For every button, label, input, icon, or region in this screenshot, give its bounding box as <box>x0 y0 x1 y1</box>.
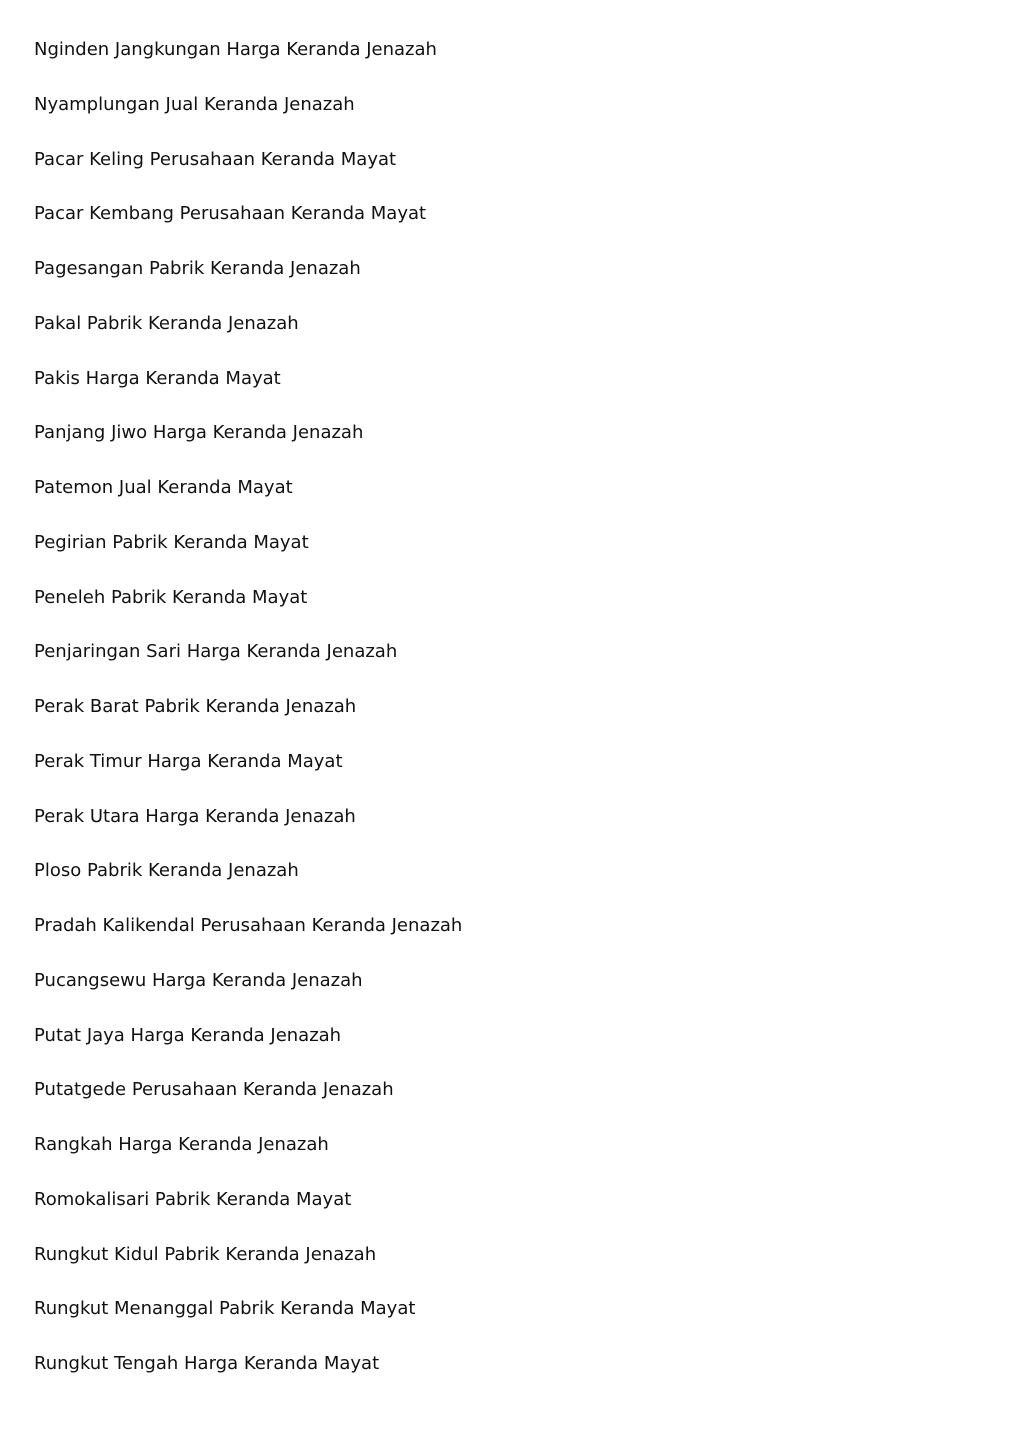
list-item: Nginden Jangkungan Harga Keranda Jenazah <box>34 39 437 60</box>
list-item: Pegirian Pabrik Keranda Mayat <box>34 531 309 553</box>
list-item: Patemon Jual Keranda Mayat <box>34 477 293 498</box>
list-item: Perak Timur Harga Keranda Mayat <box>34 750 343 772</box>
list-item: Perak Utara Harga Keranda Jenazah <box>34 805 356 827</box>
list-item: Putat Jaya Harga Keranda Jenazah <box>34 1024 342 1046</box>
list-item: Pacar Keling Perusahaan Keranda Mayat <box>34 148 397 170</box>
list-item: Perak Barat Pabrik Keranda Jenazah <box>34 696 357 717</box>
list-item: Panjang Jiwo Harga Keranda Jenazah <box>34 422 364 444</box>
list-item: Rungkut Menanggal Pabrik Keranda Mayat <box>34 1298 416 1320</box>
list-item: Pradah Kalikendal Perusahaan Keranda Jenazah <box>34 915 463 936</box>
list-item: Romokalisari Pabrik Keranda Mayat <box>34 1188 352 1210</box>
list-item: Pakal Pabrik Keranda Jenazah <box>34 312 299 334</box>
list-item: Putatgede Perusahaan Keranda Jenazah <box>34 1079 394 1101</box>
list-item: Pacar Kembang Perusahaan Keranda Mayat <box>34 203 427 225</box>
list-item: Rungkut Kidul Pabrik Keranda Jenazah <box>34 1243 377 1265</box>
list-item: Pucangsewu Harga Keranda Jenazah <box>34 969 363 991</box>
list-item: Nyamplungan Jual Keranda Jenazah <box>34 93 355 115</box>
list-item: Penjaringan Sari Harga Keranda Jenazah <box>34 641 398 663</box>
list-item: Rungkut Tengah Harga Keranda Mayat <box>34 1353 380 1374</box>
line-list <box>34 36 462 1405</box>
list-item: Peneleh Pabrik Keranda Mayat <box>34 586 308 608</box>
list-item: Pakis Harga Keranda Mayat <box>34 367 281 389</box>
list-item: Pagesangan Pabrik Keranda Jenazah <box>34 258 361 279</box>
list-item: Rangkah Harga Keranda Jenazah <box>34 1134 329 1155</box>
list-item: Ploso Pabrik Keranda Jenazah <box>34 860 299 882</box>
